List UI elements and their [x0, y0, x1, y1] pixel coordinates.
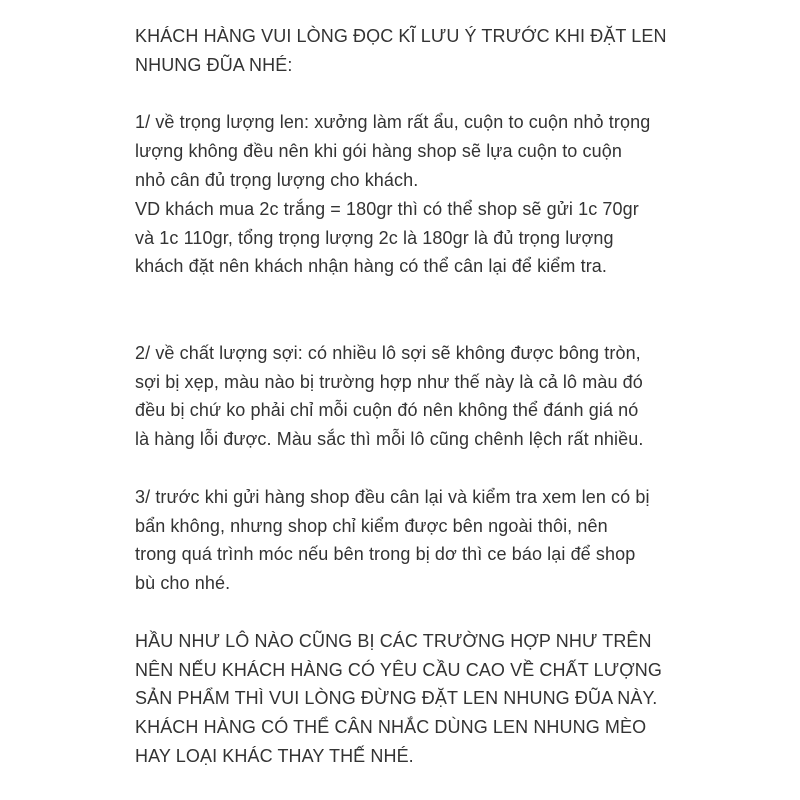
text-line: SẢN PHẨM THÌ VUI LÒNG ĐỪNG ĐẶT LEN NHUNG ĐŨA NÀY.	[135, 688, 658, 709]
text-line: NHUNG ĐŨA NHÉ:	[135, 54, 293, 75]
text-line: NÊN NẾU KHÁCH HÀNG CÓ YÊU CẦU CAO VỀ CHẤT LƯỢNG	[135, 659, 662, 680]
text-line: KHÁCH HÀNG VUI LÒNG ĐỌC KĨ LƯU Ý TRƯỚC KHI ĐẶT LEN	[135, 26, 667, 46]
section-inspection	[135, 483, 695, 598]
text-line: khách đặt nên khách nhận hàng có thể cân lại để kiểm tra.	[135, 256, 608, 277]
text-line: bẩn không, nhưng shop chỉ kiểm được bên ngoài thôi, nên	[135, 515, 608, 536]
paragraph-spacer	[135, 281, 695, 339]
text-line: đều bị chứ ko phải chỉ mỗi cuộn đó nên không thể đánh giá nó	[135, 400, 639, 421]
text-line: lượng không đều nên khi gói hàng shop sẽ lựa cuộn to cuộn	[135, 141, 622, 162]
paragraph-spacer	[135, 598, 695, 627]
text-line: 2/ về chất lượng sợi: có nhiều lô sợi sẽ không được bông tròn,	[135, 342, 641, 363]
section-weight	[135, 108, 695, 281]
text-line: KHÁCH HÀNG CÓ THỂ CÂN NHẮC DÙNG LEN NHUNG MÈO	[135, 717, 647, 738]
text-line: là hàng lỗi được. Màu sắc thì mỗi lô cũng chênh lệch rất nhiều.	[135, 429, 644, 450]
text-line: và 1c 110gr, tổng trọng lượng 2c là 180gr là đủ trọng lượng	[135, 227, 614, 248]
text-line: trong quá trình móc nếu bên trong bị dơ thì ce báo lại để shop	[135, 544, 636, 565]
text-line: sợi bị xẹp, màu nào bị trường hợp như thế này là cả lô màu đó	[135, 371, 643, 392]
notice-footer	[135, 627, 695, 771]
text-line: nhỏ cân đủ trọng lượng cho khách.	[135, 169, 419, 190]
text-line: HAY LOẠI KHÁC THAY THẾ NHÉ.	[135, 745, 414, 766]
text-line: VD khách mua 2c trắng = 180gr thì có thể shop sẽ gửi 1c 70gr	[135, 198, 639, 219]
notice-header	[135, 22, 695, 80]
paragraph-spacer	[135, 80, 695, 109]
text-line: 1/ về trọng lượng len: xưởng làm rất ẩu, cuộn to cuộn nhỏ trọng	[135, 112, 651, 133]
section-yarn-quality	[135, 339, 695, 454]
text-line: bù cho nhé.	[135, 573, 231, 594]
text-line: HẦU NHƯ LÔ NÀO CŨNG BỊ CÁC TRƯỜNG HỢP NHƯ TRÊN	[135, 630, 652, 651]
notice-text-block	[135, 22, 695, 771]
paragraph-spacer	[135, 454, 695, 483]
text-line: 3/ trước khi gửi hàng shop đều cân lại và kiểm tra xem len có bị	[135, 486, 650, 507]
